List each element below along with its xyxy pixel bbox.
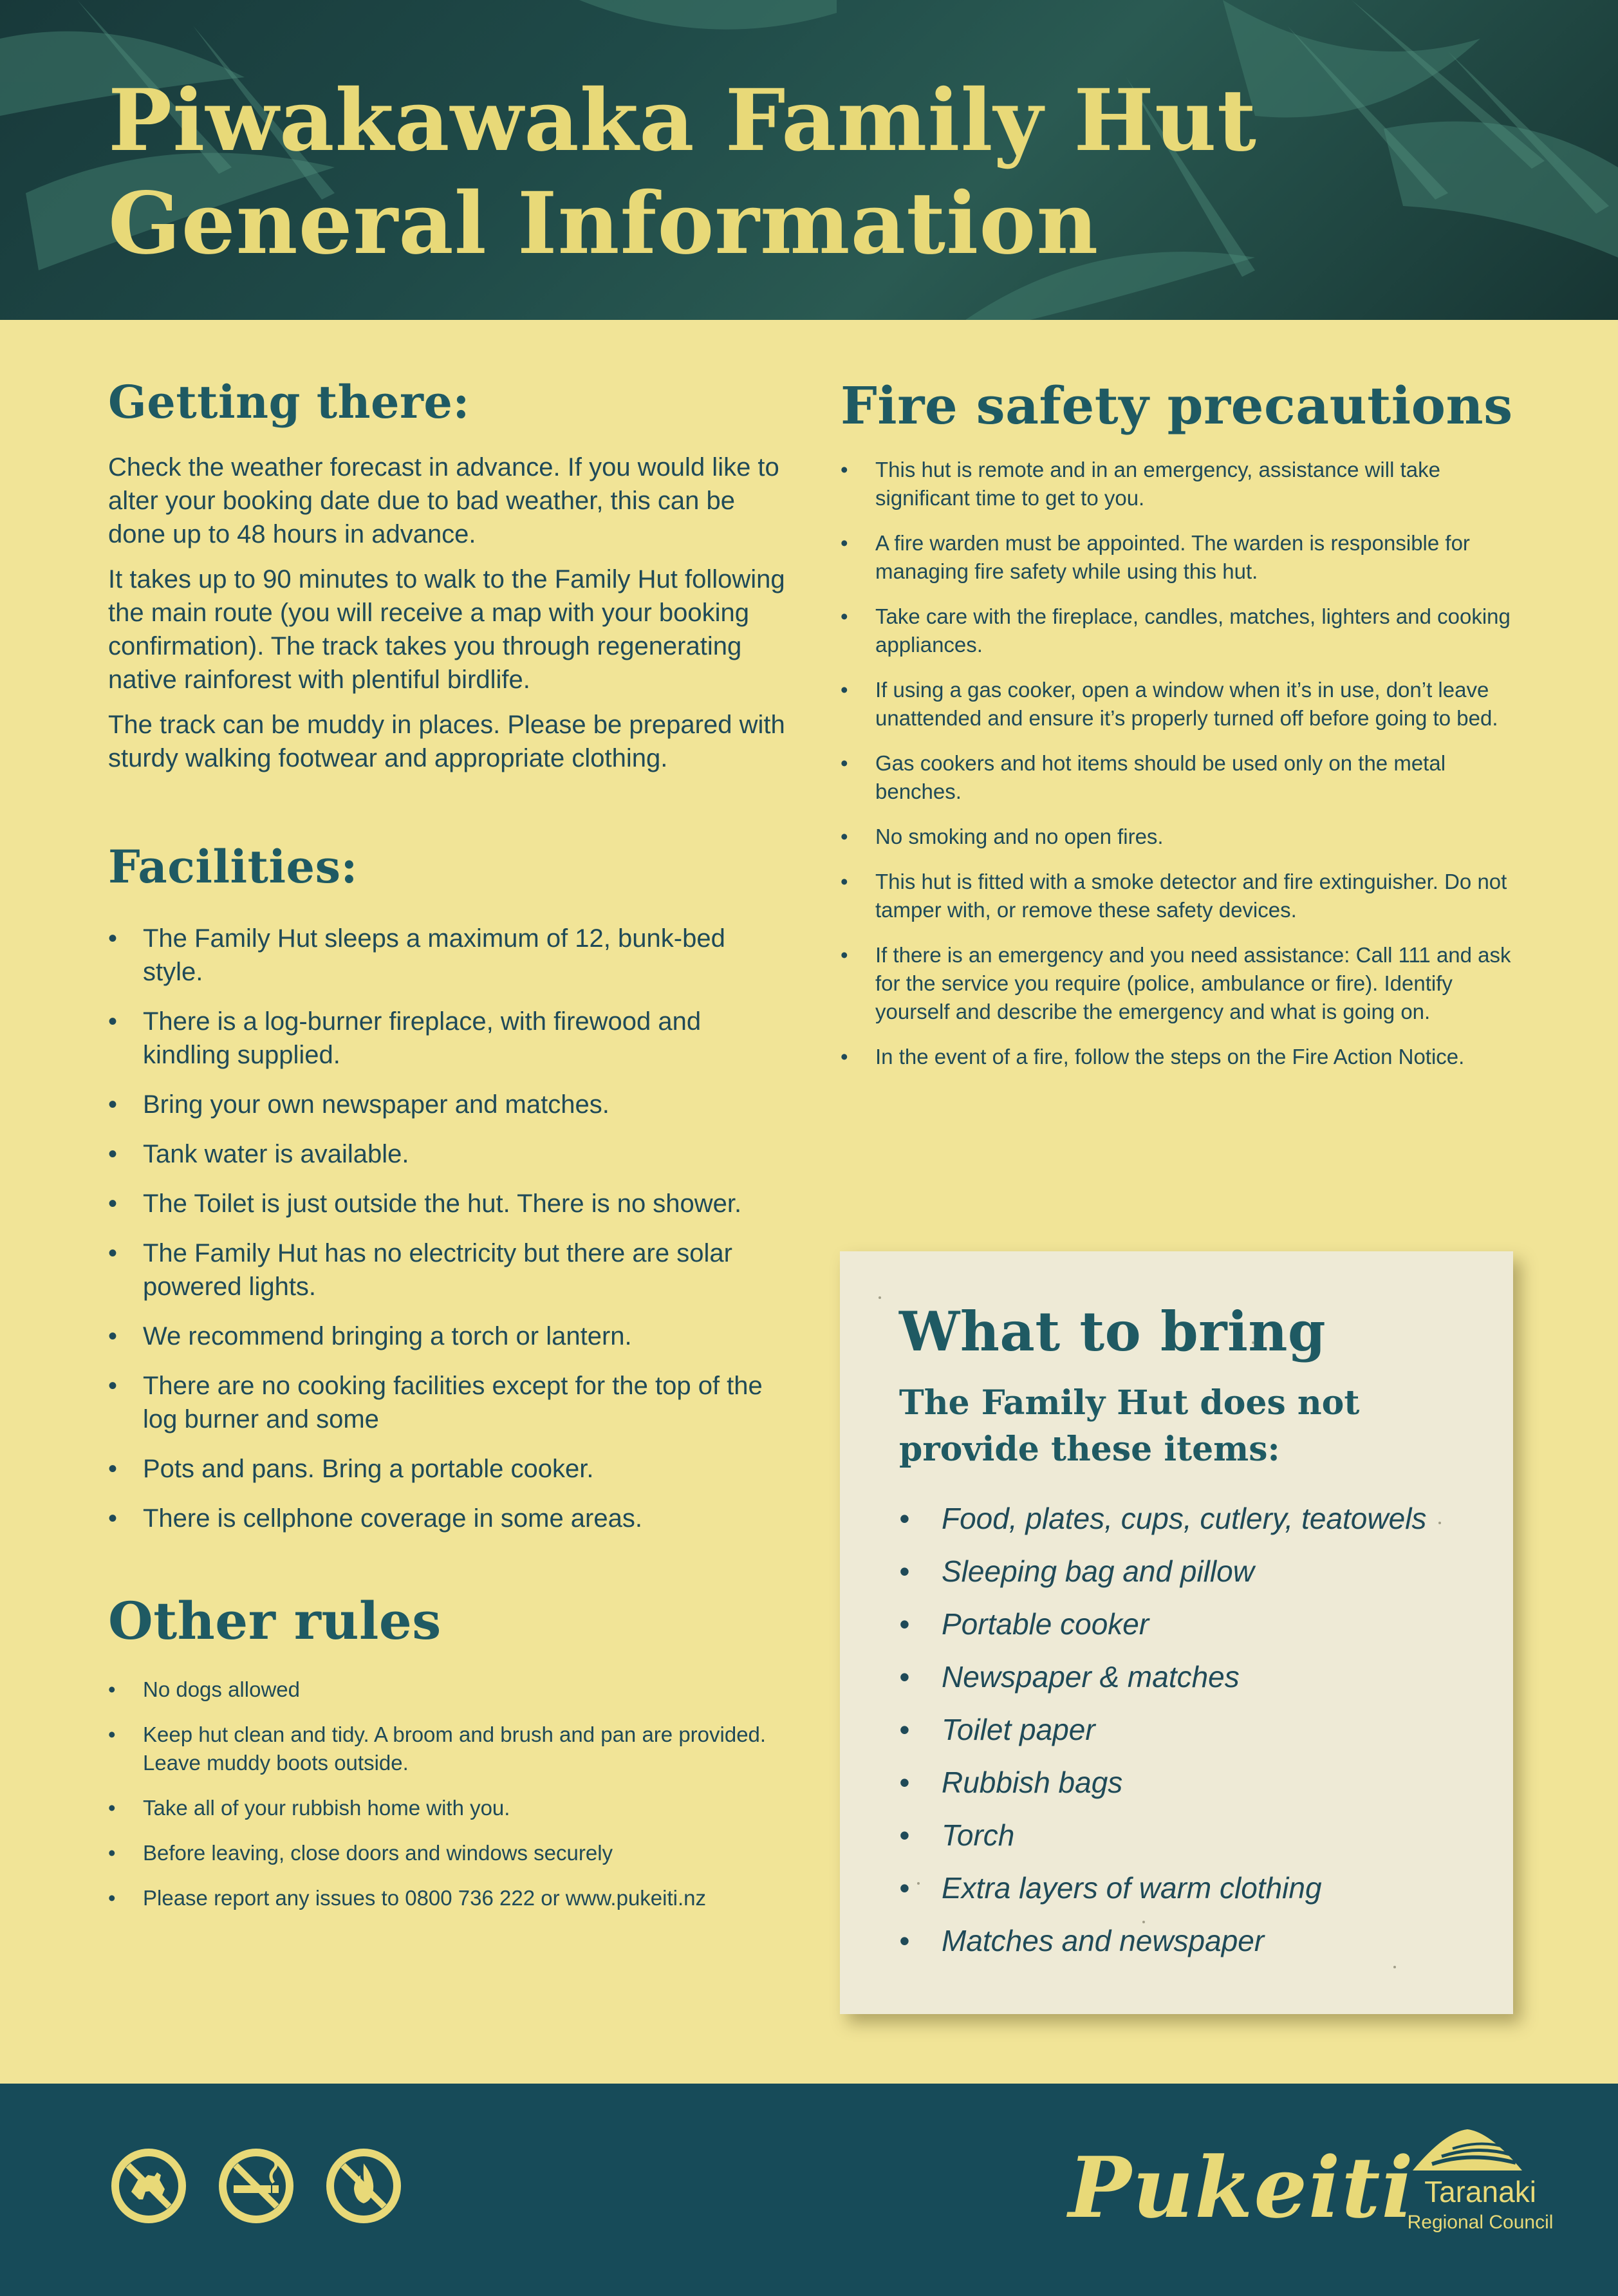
header-banner [0, 0, 1618, 320]
list-item: • A fire warden must be appointed. The warden is responsible for managing fire safety while using this hut. [841, 529, 1523, 586]
getting-there-paragraph: It takes up to 90 minutes to walk to the Family Hut following the main route (you will receive a map with your booking confirmation). The track takes you through regenerating native rainforest with plentiful birdlife. [108, 565, 785, 694]
facilities-list [108, 922, 790, 1535]
fire-safety-heading: Fire safety precautions [841, 375, 1513, 436]
getting-there-paragraph: The track can be muddy in places. Please be prepared with sturdy walking footwear and appropriate clothing. [108, 711, 785, 772]
list-item: • Rubbish bags [899, 1756, 1474, 1809]
getting-there-paragraph: Check the weather forecast in advance. If you would like to alter your booking date due to bad weather, this can be done up to 48 hours in advance. [108, 453, 779, 548]
list-item: • The Toilet is just outside the hut. There is no shower. [108, 1187, 790, 1220]
no-smoking-icon [217, 2147, 295, 2225]
footer [0, 2084, 1618, 2296]
list-item: • The Family Hut sleeps a maximum of 12, bunk-bed style. [108, 922, 790, 989]
what-to-bring-card [840, 1251, 1513, 2014]
list-item: • Toilet paper [899, 1703, 1474, 1756]
list-item: • Bring your own newspaper and matches. [108, 1088, 790, 1121]
page-title [108, 70, 1257, 275]
list-item: • There is cellphone coverage in some areas. [108, 1502, 790, 1535]
list-item: • If using a gas cooker, open a window when it’s in use, don’t leave unattended and ensure it’s properly turned off before going to bed. [841, 676, 1523, 733]
list-item: • If there is an emergency and you need assistance: Call 111 and ask for the service you require (police, ambulance or fire). Identify yourself and describe the emergency and what is going on. [841, 941, 1523, 1026]
other-rules-heading: Other rules [108, 1591, 442, 1651]
taranaki-regional-council-logo-icon [1406, 2125, 1529, 2177]
getting-there-heading: Getting there: [108, 375, 470, 429]
list-item: • We recommend bringing a torch or lantern. [108, 1320, 790, 1353]
list-item: • Keep hut clean and tidy. A broom and brush and pan are provided. Leave muddy boots outside. [108, 1721, 790, 1777]
facilities-heading: Facilities: [108, 840, 358, 893]
list-item: • There are no cooking facilities except for the top of the log burner and some [108, 1369, 790, 1436]
what-to-bring-subheading: The Family Hut does not provide these items: [899, 1383, 1360, 1469]
list-item: • There is a log-burner fireplace, with firewood and kindling supplied. [108, 1005, 790, 1072]
list-item: • Extra layers of warm clothing [899, 1862, 1474, 1914]
list-item: • Before leaving, close doors and windows securely [108, 1839, 790, 1867]
list-item: • This hut is remote and in an emergency, assistance will take significant time to get to you. [841, 456, 1523, 512]
title-line-2: General Information [108, 174, 1099, 274]
list-item: • Torch [899, 1809, 1474, 1862]
list-item: • Pots and pans. Bring a portable cooker. [108, 1452, 790, 1486]
other-rules-list [108, 1675, 790, 1912]
left-column [108, 360, 790, 1929]
council-name [1403, 2174, 1558, 2235]
title-line-1: Piwakawaka Family Hut [108, 71, 1257, 171]
what-to-bring-list [899, 1492, 1474, 1967]
list-item: • In the event of a fire, follow the steps on the Fire Action Notice. [841, 1043, 1523, 1071]
what-to-bring-heading: What to bring [899, 1300, 1326, 1363]
list-item: • Gas cookers and hot items should be used only on the metal benches. [841, 749, 1523, 806]
fire-safety-list [841, 456, 1523, 1071]
right-column [841, 360, 1523, 1088]
list-item: • No smoking and no open fires. [841, 823, 1523, 851]
pukeiti-logo: Pukeiti [1068, 2138, 1415, 2237]
list-item: • Portable cooker [899, 1598, 1474, 1650]
list-item: • No dogs allowed [108, 1675, 790, 1704]
what-to-bring-content [899, 1290, 1474, 1967]
no-dogs-icon [109, 2147, 188, 2225]
list-item: • Newspaper & matches [899, 1650, 1474, 1703]
no-fires-icon [324, 2147, 403, 2225]
list-item: • The Family Hut has no electricity but there are solar powered lights. [108, 1237, 790, 1303]
list-item: • This hut is fitted with a smoke detector and fire extinguisher. Do not tamper with, or remove these safety devices. [841, 868, 1523, 924]
council-name-line-1: Taranaki [1424, 2175, 1536, 2208]
list-item: • Please report any issues to 0800 736 222 or www.pukeiti.nz [108, 1884, 790, 1912]
council-name-line-2: Regional Council [1407, 2212, 1554, 2233]
list-item: • Food, plates, cups, cutlery, teatowels [899, 1492, 1474, 1545]
list-item: • Take all of your rubbish home with you. [108, 1794, 790, 1822]
list-item: • Sleeping bag and pillow [899, 1545, 1474, 1598]
list-item: • Matches and newspaper [899, 1914, 1474, 1967]
list-item: • Tank water is available. [108, 1137, 790, 1171]
list-item: • Take care with the fireplace, candles, matches, lighters and cooking appliances. [841, 602, 1523, 659]
paper-texture-speck [879, 1296, 881, 1299]
